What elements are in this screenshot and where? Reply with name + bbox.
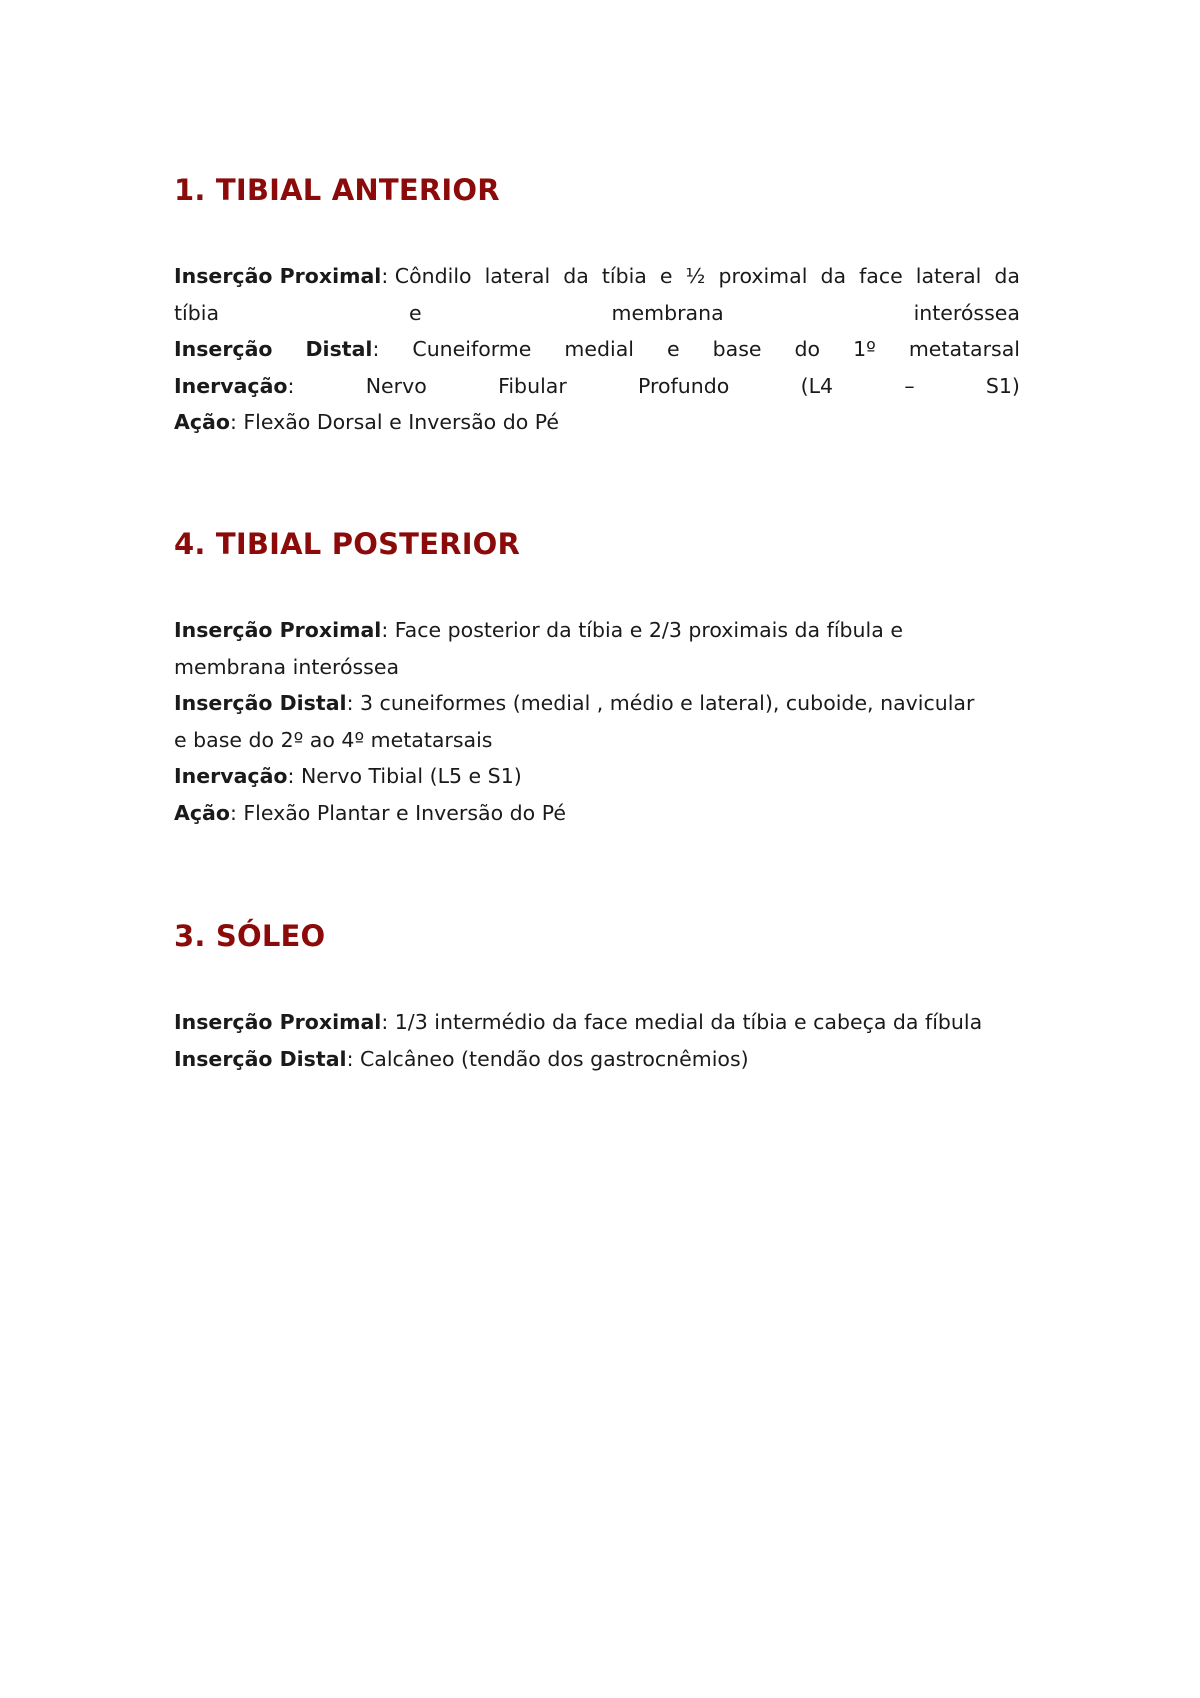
field-value: : Face posterior da tíbia e 2/3 proximais da fíbula e [381, 618, 903, 642]
paragraph-line [174, 758, 1020, 795]
paragraph-line [174, 649, 1020, 686]
section-heading: 4. TIBIAL POSTERIOR [174, 527, 521, 561]
field-label: Distal [305, 337, 373, 361]
field-label: Ação [174, 410, 230, 434]
paragraph-line: Inserção Proximal: Côndilo lateral da tíbia e ½ proximal da face lateral da [174, 264, 1020, 288]
section-body-tibial-posterior [174, 612, 1020, 831]
field-value: : Flexão Dorsal e Inversão do Pé [229, 410, 560, 434]
section-tibial-posterior [174, 526, 1020, 562]
field-label: Inervação [174, 373, 288, 398]
field-label: Inserção [174, 337, 273, 361]
paragraph-line [174, 1041, 1020, 1078]
field-label: Ação [174, 800, 230, 825]
paragraph-line: Inervação: Nervo Fibular Profundo (L4 – S1) [174, 373, 1020, 398]
paragraph-line: tíbia e membrana interóssea [174, 300, 1020, 325]
field-label: Inserção Proximal [174, 1010, 382, 1034]
field-value: e base do 2º ao 4º metatarsais [174, 727, 493, 752]
paragraph-line [174, 404, 1020, 441]
paragraph-line [174, 795, 1020, 832]
field-value: : 1/3 intermédio da face medial da tíbia e cabeça da fíbula [381, 1010, 983, 1034]
field-label: Inserção Proximal [174, 264, 382, 288]
section-body-tibial-anterior [174, 258, 1020, 441]
field-value: : Flexão Plantar e Inversão do Pé [229, 800, 566, 825]
section-heading: 3. SÓLEO [174, 919, 326, 953]
field-label: Inserção Proximal [174, 618, 382, 642]
paragraph-line [174, 685, 1020, 722]
field-value: membrana interóssea [174, 654, 400, 679]
field-label: Inserção Distal [174, 1046, 347, 1071]
field-label: Inervação [174, 764, 288, 788]
paragraph-line [174, 722, 1020, 759]
field-label: Inserção Distal [174, 691, 347, 715]
paragraph-line: Inserção Distal: Cuneiforme medial e base do 1º metatarsal [174, 337, 1020, 361]
section-body-soleo [174, 1004, 1020, 1077]
field-value: : Nervo Tibial (L5 e S1) [287, 764, 522, 788]
paragraph-line [174, 612, 1020, 649]
paragraph-line [174, 1004, 1020, 1041]
field-value: : 3 cuneiformes (medial , médio e lateral), cuboide, navicular [346, 691, 975, 715]
section-tibial-anterior [174, 172, 1020, 208]
field-value: : Calcâneo (tendão dos gastrocnêmios) [346, 1046, 749, 1071]
section-soleo [174, 918, 1020, 954]
section-heading: 1. TIBIAL ANTERIOR [174, 173, 500, 207]
